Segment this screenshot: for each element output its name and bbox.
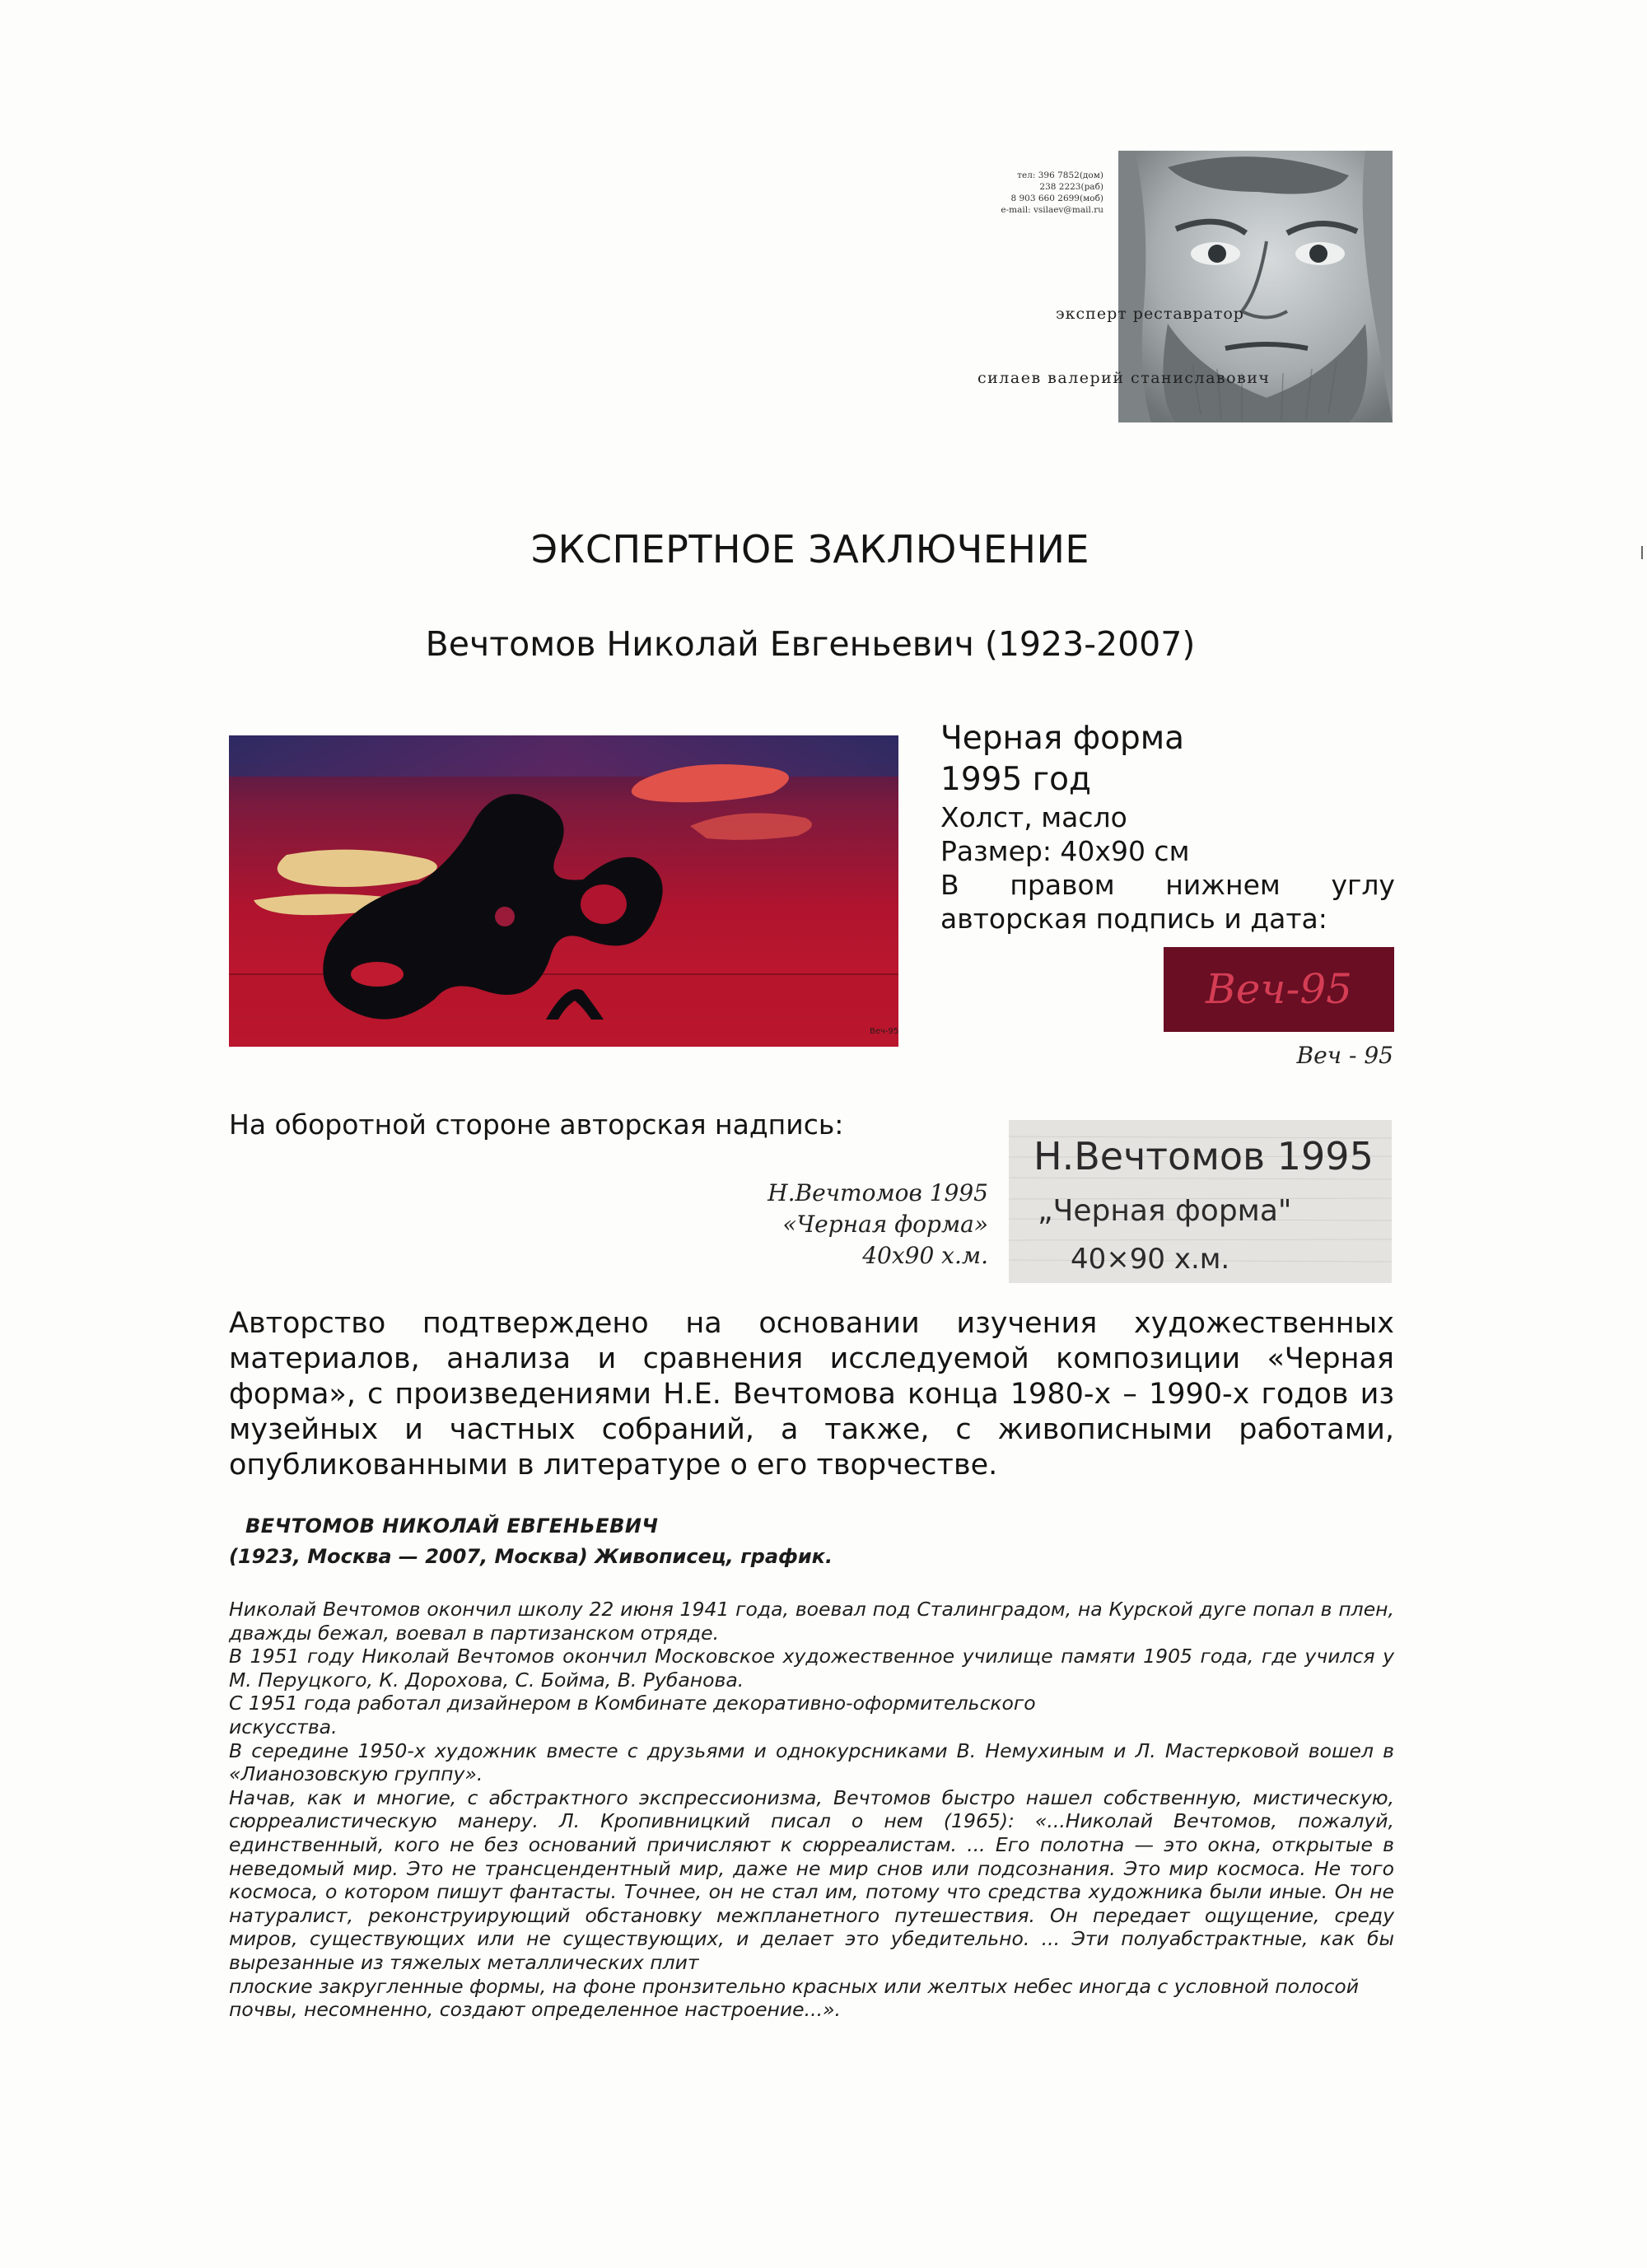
inscription-line-3: 40×90 х.м. (1071, 1243, 1230, 1276)
signature-caption: Веч - 95 (1296, 1042, 1393, 1069)
transcription-line: 40x90 х.м. (862, 1242, 988, 1269)
attribution-paragraph: Авторство подтверждено на основании изучения художественных материалов, анализа и сравнения исследуемой композиции «Черная форма», с произведениями Н.Е. Вечтомова конца 1980-х – 1990-х годов из музейных и частных собраний, а также, с живописными работами, опубликованными в литературе о его творчестве. (229, 1307, 1394, 1482)
artwork-medium: Холст, масло (940, 801, 1127, 833)
expert-role: эксперт реставратор (1056, 305, 1244, 323)
transcription-line: Н.Вечтомов 1995 (768, 1179, 988, 1206)
painting-image (229, 735, 898, 1047)
reverse-transcription (675, 1178, 988, 1272)
painting-signature-mark: Веч-95 (870, 1027, 898, 1036)
artwork-info (940, 718, 1395, 936)
bio-paragraph: С 1951 года работал дизайнером в Комбинате декоративно-оформительского искусства. (229, 1692, 1036, 1738)
phone-home: тел: 396 7852(дом) (1017, 170, 1103, 180)
inscription-line-1: Н.Вечтомов 1995 (1033, 1134, 1374, 1178)
phone-work: 238 2223(раб) (1039, 182, 1103, 192)
bio-paragraph: плоские закругленные формы, на фоне пронзительно красных или желтых небес иногда с условной полосой почвы, несомненно, создают определенное настроение...». (229, 1974, 1359, 2022)
email: e-mail: vsilaev@mail.ru (1001, 205, 1103, 215)
bio-paragraph: Начав, как и многие, с абстрактного экспрессионизма, Вечтомов быстро нашел собственную, мистическую, сюрреалистическую манеру. Л. Кропивницкий писал о нем (1965): «...Николай Вечтомов, пожалуй, единственный, кого не без оснований причисляют к сюрреалистам. ... Его полотна — это окна, открытые в неведомый мир. Это не трансцендентный мир, даже не мир снов или подсознания. Это мир космоса. Не того космоса, о котором пишут фантасты. Точнее, он не стал им, потому что средства художника были иные. Он не натуралист, реконструирующий обстановку межпланетного путешествия. Он передает ощущение, среду миров, существующих или не существующих, и делает это убедительно. ... Эти полуабстрактные, как бы вырезанные из тяжелых металлических плит (229, 1785, 1394, 1974)
word: правом (1010, 869, 1115, 901)
bio-subtitle: (1923, Москва — 2007, Москва) Живописец, график. (229, 1545, 833, 1568)
reverse-inscription-image (1009, 1120, 1392, 1283)
artwork-size: Размер: 40x90 см (940, 835, 1190, 867)
biography (229, 1598, 1394, 2022)
word: нижнем (1165, 869, 1281, 901)
phone-mobile: 8 903 660 2699(моб) (1010, 194, 1103, 203)
signature-location-line-2: авторская подпись и дата: (940, 903, 1327, 935)
bio-heading: ВЕЧТОМОВ НИКОЛАЙ ЕВГЕНЬЕВИЧ (245, 1514, 659, 1538)
scan-edge-mark (1641, 546, 1643, 559)
artwork-year: 1995 год (940, 761, 1091, 798)
artist-heading: Вечтомов Николай Евгеньевич (1923-2007) (425, 624, 1196, 664)
artwork-title: Черная форма (940, 720, 1185, 757)
word: углу (1331, 869, 1395, 901)
transcription-line: «Черная форма» (782, 1211, 988, 1238)
signature-detail-image (1164, 947, 1394, 1032)
expert-name: силаев валерий станиславович (977, 369, 1271, 387)
reverse-label: На оборотной стороне авторская надпись: (229, 1108, 844, 1141)
signature-image-text: Веч-95 (1206, 965, 1352, 1013)
contact-info (939, 170, 1103, 216)
inscription-line-2: „Черная форма" (1038, 1194, 1292, 1228)
document-title: ЭКСПЕРТНОЕ ЗАКЛЮЧЕНИЕ (531, 527, 1089, 572)
bio-paragraph: В 1951 году Николай Вечтомов окончил Московское художественное училище памяти 1905 года, где учился у М. Перуцкого, К. Дорохова, С. Бойма, В. Рубанова. (229, 1645, 1394, 1692)
bio-paragraph: В середине 1950-х художник вместе с друзьями и однокурсниками В. Немухиным и Л. Мастерковой вошел в «Лианозовскую группу». (229, 1738, 1394, 1786)
bio-paragraph: Николай Вечтомов окончил школу 22 июня 1941 года, воевал под Сталинградом, на Курской дуге попал в плен, дважды бежал, воевал в партизанском отряде. (229, 1598, 1394, 1645)
signature-location-line (940, 868, 1395, 902)
word: В (940, 869, 959, 901)
